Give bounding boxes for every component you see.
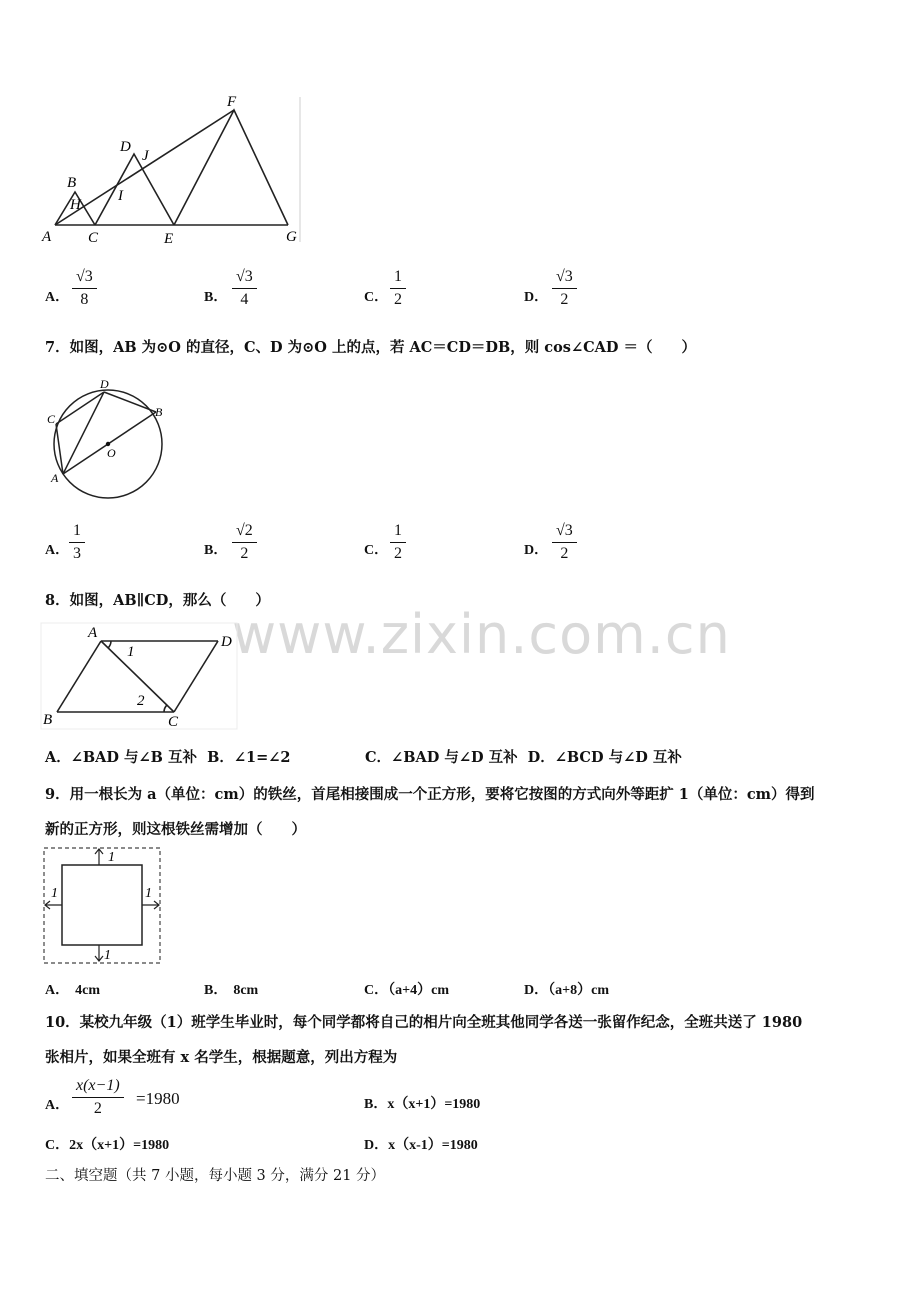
q9-question-line1: 9．用一根长为 a（单位：cm）的铁丝，首尾相接围成一个正方形，要将它按图的方式向外等距扩 1（单位：cm）得到 — [45, 786, 815, 803]
fig8-angle-1: 1 — [127, 644, 135, 660]
q10-option-a-fraction — [72, 1077, 124, 1118]
fig6-label-J: J — [142, 148, 149, 164]
q7-option-d-fraction — [552, 522, 577, 563]
fig6-label-F: F — [227, 94, 237, 110]
q7-option-a-den: 3 — [73, 545, 81, 562]
q9-option-c-text: （a+4）cm — [388, 983, 449, 998]
q6-option-a-num: √3 — [72, 268, 97, 289]
q9-option-b-text: 8cm — [233, 983, 259, 998]
q6-option-c-fraction — [390, 268, 406, 309]
q9-option-a[interactable] — [45, 979, 100, 999]
q10-option-c[interactable]: C．2x（x+1）=1980 — [45, 1138, 170, 1153]
q6-option-d-num: √3 — [552, 268, 577, 289]
fig6-label-D: D — [120, 139, 131, 155]
q7-option-d-den: 2 — [560, 545, 569, 562]
q10-option-b[interactable]: B．x（x+1）=1980 — [364, 1097, 481, 1112]
q6-option-a-den: 8 — [80, 291, 89, 308]
q7-question: 7．如图，AB 为⊙O 的直径，C、D 为⊙O 上的点，若 AC＝CD＝DB，则 cos∠CAD ＝（ ） — [45, 339, 697, 356]
fig6-label-A: A — [42, 229, 52, 245]
fig8-angle-2: 2 — [137, 693, 145, 709]
q8-options-line1: A．∠BAD 与∠B 互补 B．∠1=∠2 — [45, 749, 291, 766]
fig6-label-G: G — [286, 229, 297, 245]
q8-figure — [40, 622, 240, 732]
q9-option-d-letter: D． — [524, 983, 549, 998]
fig7-label-C: C — [47, 412, 56, 426]
q6-option-d-letter[interactable]: D． — [524, 290, 549, 305]
q9-option-d[interactable] — [524, 979, 609, 999]
q7-option-d-letter[interactable]: D． — [524, 543, 549, 558]
fig6-label-E: E — [164, 231, 174, 247]
q10-option-a-den: 2 — [93, 1100, 102, 1117]
fig6-label-H: H — [70, 197, 81, 213]
fig7-label-A: A — [51, 471, 59, 485]
q6-option-c-num: 1 — [390, 268, 406, 289]
section-2-heading: 二、填空题（共 7 小题，每小题 3 分，满分 21 分） — [45, 1168, 386, 1184]
q10-option-d[interactable]: D．x（x-1）=1980 — [364, 1138, 478, 1153]
fig7-label-B: B — [155, 405, 163, 419]
watermark: www.zixin.com.cn — [232, 603, 731, 666]
q7-option-b-fraction — [232, 522, 257, 563]
q9-option-c-letter: C． — [364, 983, 389, 998]
q7-option-b-den: 2 — [240, 545, 249, 562]
q10-question-line1: 10．某校九年级（1）班学生毕业时，每个同学都将自己的相片向全班其他同学各送一张留作纪念，全班共送了 1980 — [45, 1014, 803, 1031]
fig8-label-C: C — [168, 714, 179, 730]
q6-option-c-letter[interactable]: C． — [364, 290, 389, 305]
q7-option-c-den: 2 — [394, 545, 402, 562]
q10-option-a-rhs: =1980 — [136, 1089, 180, 1108]
q10-option-a-num: x(x−1) — [72, 1077, 124, 1098]
q9-option-c[interactable] — [364, 979, 449, 999]
q8-question: 8．如图，AB∥CD，那么（ ） — [45, 592, 270, 609]
q7-option-c-letter[interactable]: C． — [364, 543, 389, 558]
q8-options-line2: C．∠BAD 与∠D 互补 D．∠BCD 与∠D 互补 — [365, 749, 682, 766]
q6-option-b-den: 4 — [240, 291, 249, 308]
q9-figure — [42, 846, 164, 966]
q9-option-d-text: （a+8）cm — [548, 983, 609, 998]
q9-option-b[interactable] — [204, 979, 258, 999]
fig6-label-C: C — [88, 230, 99, 246]
q10-option-a-letter[interactable]: A． — [45, 1098, 70, 1113]
fig7-label-O: O — [107, 446, 116, 460]
q9-question-line2: 新的正方形，则这根铁丝需增加（ ） — [45, 821, 306, 838]
fig8-label-D: D — [221, 634, 232, 650]
q6-option-b-fraction — [232, 268, 257, 309]
fig7-label-D: D — [100, 377, 109, 391]
q6-option-b-num: √3 — [232, 268, 257, 289]
q7-option-c-fraction — [390, 522, 406, 563]
q6-option-d-fraction — [552, 268, 577, 309]
fig9-label-right: 1 — [145, 886, 152, 901]
fig9-label-bottom: 1 — [104, 948, 111, 963]
q7-figure — [44, 376, 174, 501]
fig8-label-A: A — [88, 625, 98, 641]
q7-option-a-fraction — [69, 522, 85, 563]
fig9-label-left: 1 — [51, 886, 58, 901]
fig9-label-top: 1 — [108, 850, 115, 865]
q9-option-a-text: 4cm — [75, 983, 101, 998]
q9-option-b-letter: B． — [204, 983, 228, 998]
q9-option-a-letter: A． — [45, 983, 70, 998]
q7-option-d-num: √3 — [552, 522, 577, 543]
fig8-label-B: B — [43, 712, 53, 728]
q7-option-c-num: 1 — [390, 522, 406, 543]
q6-option-b-letter[interactable]: B． — [204, 290, 228, 305]
q6-option-d-den: 2 — [560, 291, 569, 308]
q10-question-line2: 张相片，如果全班有 x 名学生，根据题意，列出方程为 — [45, 1049, 398, 1066]
q7-option-b-letter[interactable]: B． — [204, 543, 228, 558]
q6-option-a-fraction — [72, 268, 97, 309]
fig6-label-I: I — [118, 188, 123, 204]
q7-option-b-num: √2 — [232, 522, 257, 543]
q6-option-c-den: 2 — [394, 291, 402, 308]
q7-option-a-letter[interactable]: A． — [45, 543, 70, 558]
q6-option-a-letter[interactable]: A． — [45, 290, 70, 305]
q7-option-a-num: 1 — [69, 522, 85, 543]
fig6-label-B: B — [67, 175, 77, 191]
q6-figure — [40, 92, 310, 252]
